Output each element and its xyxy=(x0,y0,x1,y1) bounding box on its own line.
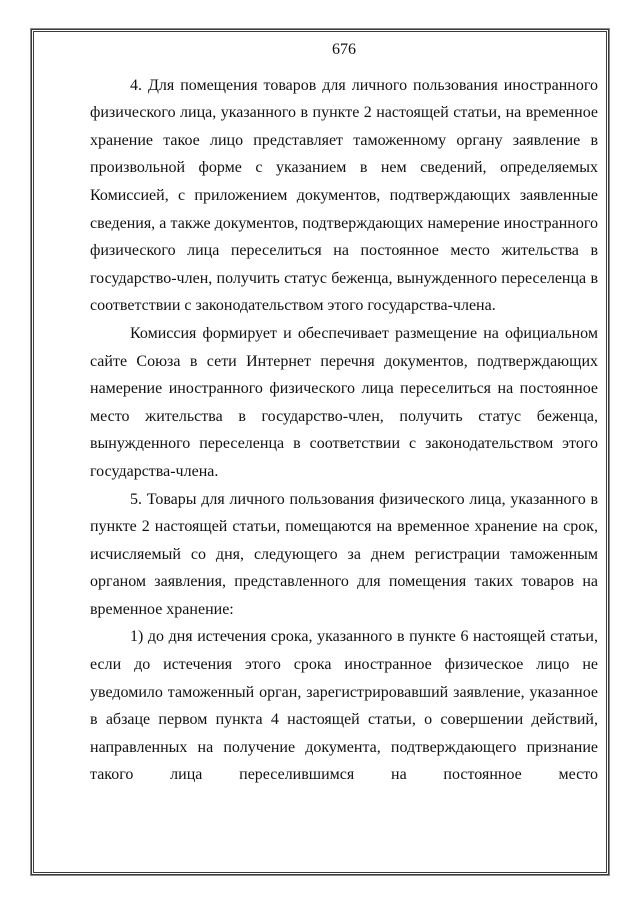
paragraph-item-5: 5. Товары для личного пользования физического лица, указанного в пункте 2 настоящей статьи, помещаются на временное хранение на срок, исчисляемый со дня, следующего за днем регистрации таможенным органом заявления, представленного для помещения таких товаров на временное хранение: xyxy=(90,490,598,618)
page-number: 676 xyxy=(332,41,356,58)
paragraph-item-4: 4. Для помещения товаров для личного пользования иностранного физического лица, указанного в пункте 2 настоящей статьи, на временное хранение такое лицо представляет таможенному органу заявление в произвольной форме с указанием в нем сведений, определяемых Комиссией, с приложением документов, подтверждающих заявленные сведения, а также документов, подтверждающих намерение иностранного физического лица переселиться на постоянное место жительства в государство-член, получить статус беженца, вынужденного переселенца в соответствии с законодательством этого государства-члена. xyxy=(90,76,598,315)
paragraph-subitem-1: 1) до дня истечения срока, указанного в пункте 6 настоящей статьи, если до истечения этого срока иностранное физическое лицо не уведомило таможенный орган, зарегистрировавший заявление, указанное в абзаце первом пункта 4 настоящей статьи, о совершении действий, направленных на получение документа, подтверждающего признание такого лица переселившимся на постоянное место xyxy=(90,628,598,784)
paragraph-commission: Комиссия формирует и обеспечивает размещение на официальном сайте Союза в сети Интернет перечня документов, подтверждающих намерение иностранного физического лица переселиться на постоянное место жительства в государство-член, получить статус беженца, вынужденного переселенца в соответствии с законодательством этого государства-члена. xyxy=(90,324,598,480)
document-page xyxy=(90,36,598,789)
